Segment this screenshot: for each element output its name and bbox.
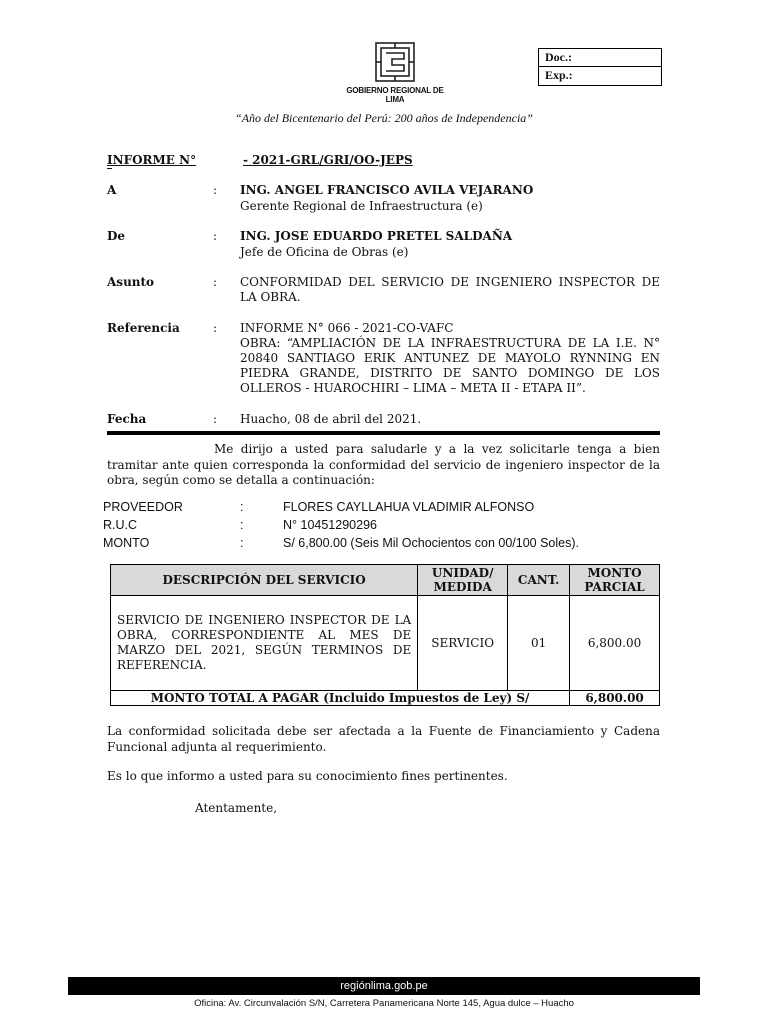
- doc-label: Doc.:: [545, 50, 572, 64]
- de-label: De: [107, 229, 126, 243]
- proveedor-value: FLORES CAYLLAHUA VLADIMIR ALFONSO: [283, 500, 535, 514]
- header-monto: [570, 565, 660, 596]
- a-colon: :: [213, 183, 218, 197]
- a-label: A: [107, 183, 117, 197]
- ruc-value: N° 10451290296: [283, 518, 377, 532]
- header-cant: CANT.: [508, 565, 570, 596]
- referencia-label: Referencia: [107, 321, 180, 335]
- de-name: ING. JOSE EDUARDO PRETEL SALDAÑA: [240, 229, 513, 243]
- referencia-colon: :: [213, 321, 218, 335]
- separator-rule: [107, 431, 660, 435]
- footer-address: Oficina: Av. Circunvalación S/N, Carretera Panamericana Norte 145, Agua dulce – Huacho: [194, 998, 574, 1009]
- exp-label: Exp.:: [539, 66, 661, 84]
- header-unidad-line2: MEDIDA: [433, 580, 492, 594]
- ruc-colon: :: [240, 518, 244, 532]
- informe-number: - 2021-GRL/GRI/OO-JEPS: [243, 153, 413, 167]
- table-total-row: [111, 691, 660, 706]
- header-descripcion: DESCRIPCIÓN DEL SERVICIO: [111, 565, 418, 596]
- closing-paragraph-1: La conformidad solicitada debe ser afectada a la Fuente de Financiamiento y Cadena Funcional adjunta al requerimiento.: [107, 724, 660, 754]
- logo-text: GOBIERNO REGIONAL DE LIMA: [346, 86, 444, 104]
- asunto-colon: :: [213, 275, 218, 289]
- proveedor-colon: :: [240, 500, 244, 514]
- table-row: [111, 596, 660, 691]
- row-monto: 6,800.00: [570, 596, 660, 691]
- total-value: 6,800.00: [570, 691, 660, 706]
- ruc-label: R.U.C: [103, 518, 138, 532]
- closing-paragraph-2: Es lo que informo a usted para su conocimiento fines pertinentes.: [107, 769, 508, 783]
- header-unidad-line1: UNIDAD/: [431, 566, 494, 580]
- intro-paragraph: [107, 442, 660, 489]
- row-unidad: SERVICIO: [418, 596, 508, 691]
- monto-colon: :: [240, 536, 244, 550]
- header-unidad: [418, 565, 508, 596]
- referencia-obra: OBRA: “AMPLIACIÓN DE LA INFRAESTRUCTURA DE LA I.E. N° 20840 SANTIAGO ERIK ANTUNEZ DE MAYOLO RYNNING EN PIEDRA GRANDE, DISTRITO DE SANTO DOMINGO DE LOS OLLEROS - HUAROCHIRI – LIMA – META II - ETAPA II”.: [240, 336, 660, 395]
- asunto-label: Asunto: [107, 275, 155, 289]
- header-monto-line2: PARCIAL: [584, 580, 645, 594]
- monto-label: MONTO: [103, 536, 150, 550]
- monto-value: S/ 6,800.00 (Seis Mil Ochocientos con 00/100 Soles).: [283, 536, 579, 550]
- informe-label: INFORME N°: [107, 153, 197, 167]
- footer-website: regiónlima.gob.pe: [68, 977, 700, 995]
- header-monto-line1: MONTO: [587, 566, 642, 580]
- referencia-line1: INFORME N° 066 - 2021-CO-VAFC: [240, 321, 454, 335]
- year-motto: “Año del Bicentenario del Perú: 200 años de Independencia”: [235, 111, 533, 125]
- row-cant: 01: [508, 596, 570, 691]
- proveedor-label: PROVEEDOR: [103, 500, 183, 514]
- fecha-text: Huacho, 08 de abril del 2021.: [240, 412, 422, 426]
- row-descripcion: SERVICIO DE INGENIERO INSPECTOR DE LA OBRA, CORRESPONDIENTE AL MES DE MARZO DEL 2021, SEGÚN TERMINOS DE REFERENCIA.: [111, 596, 418, 691]
- asunto-text: CONFORMIDAD DEL SERVICIO DE INGENIERO INSPECTOR DE LA OBRA.: [240, 275, 660, 304]
- de-colon: :: [213, 229, 218, 243]
- closing-salutation: Atentamente,: [195, 801, 278, 815]
- fecha-colon: :: [213, 412, 218, 426]
- table-header-row: [111, 565, 660, 596]
- service-table: [110, 564, 660, 706]
- title-underline: [107, 168, 112, 169]
- total-label: MONTO TOTAL A PAGAR (Incluido Impuestos de Ley) S/: [111, 691, 570, 706]
- a-name: ING. ANGEL FRANCISCO AVILA VEJARANO: [240, 183, 534, 197]
- fecha-label: Fecha: [107, 412, 147, 426]
- a-role: Gerente Regional de Infraestructura (e): [240, 199, 483, 213]
- intro-text: Me dirijo a usted para saludarle y a la vez solicitarle tenga a bien tramitar ante quien corresponda la conformidad del servicio de ingeniero inspector de la obra, según como se detalla a continuación:: [107, 442, 660, 487]
- doc-exp-box: [538, 48, 662, 86]
- de-role: Jefe de Oficina de Obras (e): [240, 245, 409, 259]
